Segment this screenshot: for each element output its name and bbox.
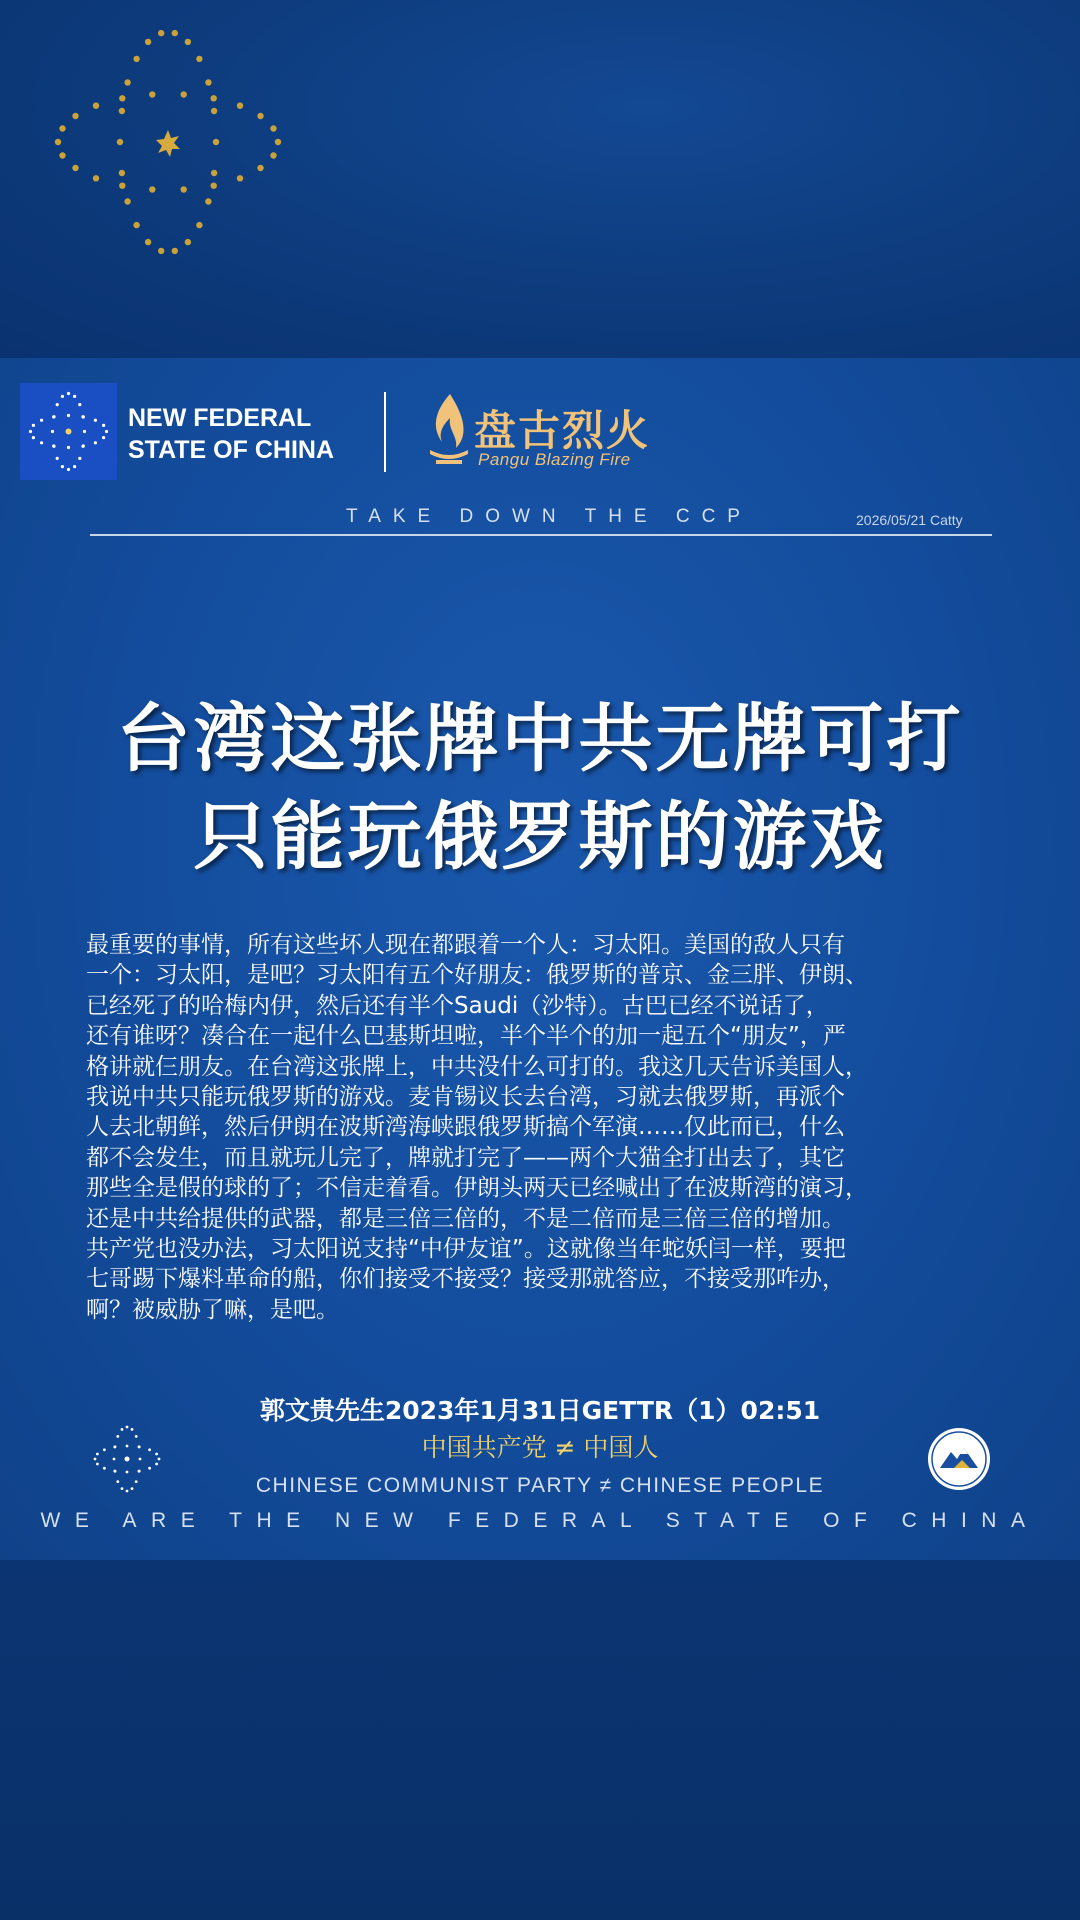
nfsc-emblem-icon	[48, 22, 288, 262]
nfsc-small-emblem-icon	[20, 383, 117, 480]
body-line: 已经死了的哈梅内伊，然后还有半个Saudi（沙特）。古巴已经不说话了，	[86, 992, 829, 1019]
body-line: 那些全是假的球的了；不信走着看。伊朗头两天已经喊出了在波斯湾的演习，	[86, 1175, 868, 1202]
attribution: 郭文贵先生2023年1月31日GETTR（1）02:51	[259, 1396, 821, 1425]
pangu-title: 盘古烈火	[474, 406, 651, 455]
body-line: 还是中共给提供的武器，都是三倍三倍的，不是二倍而是三倍三倍的增加。	[86, 1205, 845, 1232]
body-line: 格讲就仨朋友。在台湾这张牌上，中共没什么可打的。我这几天告诉美国人，	[86, 1053, 868, 1080]
bottom-banner	[0, 1560, 1080, 1920]
body-text	[86, 930, 1011, 1325]
horizontal-rule	[90, 534, 992, 536]
himalaya-logo-icon	[924, 1424, 994, 1494]
nfsc-logo	[20, 383, 117, 480]
org-name	[128, 402, 334, 466]
body-line: 最重要的事情，所有这些坏人现在都跟着一个人：习太阳。美国的敌人只有	[86, 932, 845, 958]
flame-icon	[424, 390, 474, 470]
org-name-line2: STATE OF CHINA	[128, 436, 335, 464]
slogan-top: TAKE DOWN THE CCP	[346, 506, 752, 527]
body-line: 七哥踢下爆料革命的船，你们接受不接受？接受那就答应，不接受那咋办，	[86, 1266, 845, 1293]
date-credit: 2026/05/21 Catty	[856, 512, 963, 528]
body-line: 我说中共只能玩俄罗斯的游戏。麦肯锡议长去台湾，习就去俄罗斯，再派个	[86, 1084, 845, 1111]
org-name-line1: NEW FEDERAL	[128, 404, 312, 432]
body-line: 还有谁呀？凑合在一起什么巴基斯坦啦，半个半个的加一起五个“朋友”，严	[86, 1023, 846, 1050]
body-line: 都不会发生，而且就玩儿完了，牌就打完了——两个大猫全打出去了，其它	[86, 1144, 845, 1171]
cn-slogan: 中国共产党 ≠ 中国人	[421, 1433, 659, 1462]
footer-slogan: WE ARE THE NEW FEDERAL STATE OF CHINA	[40, 1509, 1040, 1532]
pangu-subtitle: Pangu Blazing Fire	[478, 450, 631, 469]
top-banner	[0, 0, 1080, 358]
body-line: 共产党也没办法，习太阳说支持“中伊友谊”。这就像当年蛇妖闫一样，要把	[86, 1236, 846, 1263]
body-line: 一个：习太阳，是吧？习太阳有五个好朋友：俄罗斯的普京、金三胖、伊朗、	[86, 962, 868, 989]
body-line: 啊？被威胁了嘛，是吧。	[86, 1296, 339, 1323]
body-line: 人去北朝鲜，然后伊朗在波斯湾海峡跟俄罗斯搞个军演……仅此而已，什么	[86, 1114, 845, 1141]
logo-divider	[384, 392, 386, 472]
en-slogan: CHINESE COMMUNIST PARTY ≠ CHINESE PEOPLE	[255, 1474, 825, 1497]
headline-line1: 台湾这张牌中共无牌可打	[116, 696, 964, 782]
headline-line2: 只能玩俄罗斯的游戏	[193, 794, 887, 880]
